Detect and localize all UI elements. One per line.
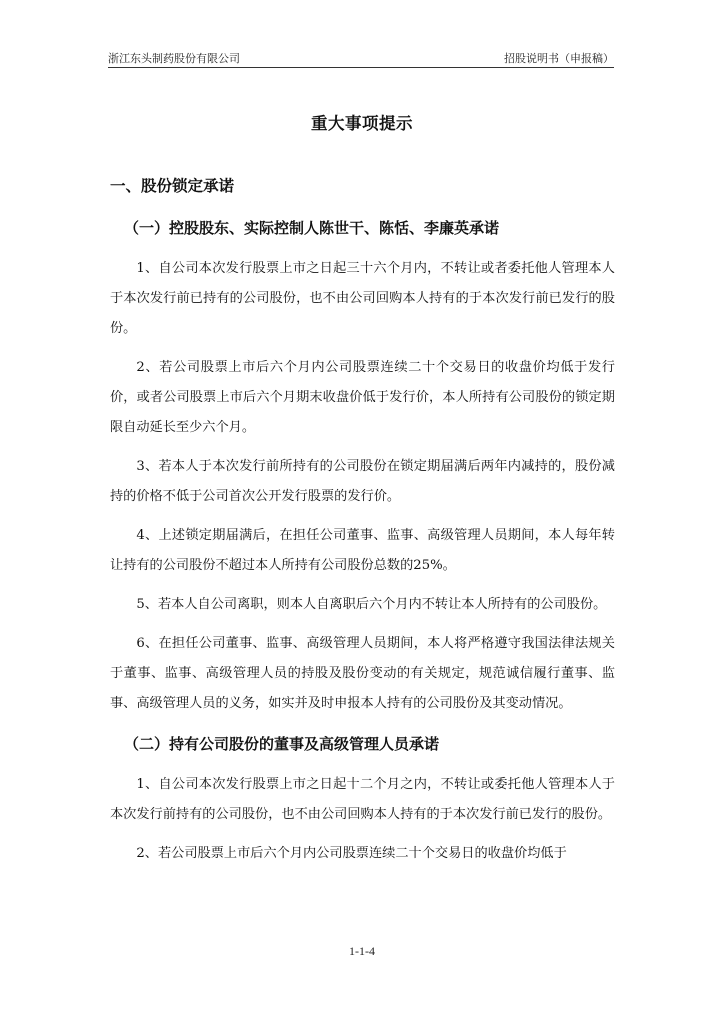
subsection-heading: （二）持有公司股份的董事及高级管理人员承诺 (124, 735, 440, 753)
paragraph: 1、自公司本次发行股票上市之日起三十六个月内，不转让或者委托他人管理本人于本次发行前已持有的公司股份，也不由公司回购本人持有的于本次发行前已发行的股份。 (110, 261, 615, 336)
header-company-name: 浙江东头制药股份有限公司 (108, 52, 240, 65)
subsection-heading: （一）控股股东、实际控制人陈世干、陈恬、李廉英承诺 (124, 219, 500, 237)
page-number: 1-1-4 (349, 944, 375, 958)
paragraph: 2、若公司股票上市后六个月内公司股票连续二十个交易日的收盘价均低于发行价，或者公司股票上市后六个月期末收盘价低于发行价，本人所持有公司股份的锁定期限自动延长至少六个月。 (110, 360, 615, 435)
document-body (110, 170, 615, 878)
header-divider (108, 67, 614, 68)
page-header (108, 50, 614, 66)
paragraph: 3、若本人于本次发行前所持有的公司股份在锁定期届满后两年内减持的，股份减持的价格不低于公司首次公开发行股票的发行价。 (110, 459, 615, 504)
paragraph: 4、上述锁定期届满后，在担任公司董事、监事、高级管理人员期间，本人每年转让持有的公司股份不超过本人所持有公司股份总数的25%。 (110, 528, 615, 573)
paragraph: 5、若本人自公司离职，则本人自离职后六个月内不转让本人所持有的公司股份。 (136, 597, 607, 612)
section-heading: 一、股份锁定承诺 (110, 177, 235, 195)
paragraph: 2、若公司股票上市后六个月内公司股票连续二十个交易日的收盘价均低于 (136, 846, 567, 861)
paragraph: 6、在担任公司董事、监事、高级管理人员期间，本人将严格遵守我国法律法规关于董事、监事、高级管理人员的持股及股份变动的有关规定，规范诚信履行董事、监事、高级管理人员的义务，如实并及时申报本人持有的公司股份及其变动情况。 (110, 636, 615, 711)
paragraph: 1、自公司本次发行股票上市之日起十二个月之内，不转让或委托他人管理本人于本次发行前持有的公司股份，也不由公司回购本人持有的于本次发行前已发行的股份。 (110, 777, 615, 822)
header-document-type: 招股说明书（申报稿） (504, 52, 614, 65)
document-title: 重大事项提示 (311, 114, 413, 133)
